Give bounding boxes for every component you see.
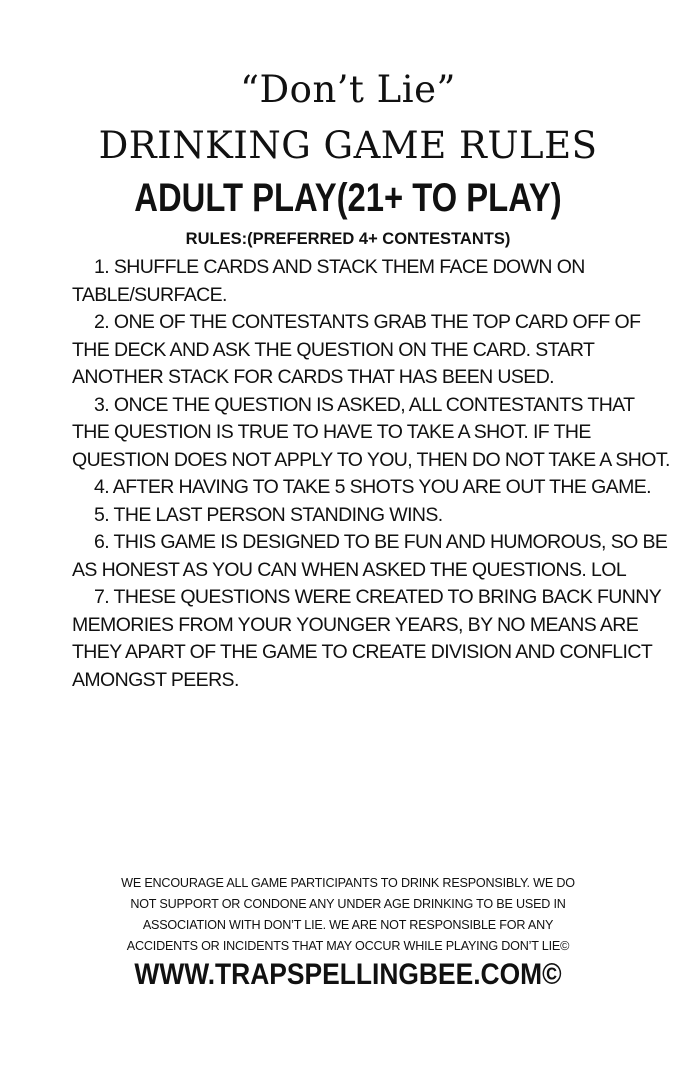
rule-item: 3. ONCE THE QUESTION IS ASKED, ALL CONTESTANTS THAT THE QUESTION IS TRUE TO HAVE TO TAKE A SHOT. IF THE QUESTION DOES NOT APPLY TO YOU, THEN DO NOT TAKE A SHOT.: [72, 393, 670, 471]
rule-item: 4. AFTER HAVING TO TAKE 5 SHOTS YOU ARE OUT THE GAME.: [94, 476, 651, 498]
rule-item: 2. ONE OF THE CONTESTANTS GRAB THE TOP CARD OFF OF THE DECK AND ASK THE QUESTION ON THE CARD. START ANOTHER STACK FOR CARDS THAT HAS BEEN USED.: [72, 311, 641, 388]
rule-item: 6. THIS GAME IS DESIGNED TO BE FUN AND HUMOROUS, SO BE AS HONEST AS YOU CAN WHEN ASKED THE QUESTIONS. LOL: [72, 531, 668, 581]
rule-item: 1. SHUFFLE CARDS AND STACK THEM FACE DOWN ON TABLE/SURFACE.: [72, 256, 585, 306]
website-link[interactable]: WWW.TRAPSPELLINGBEE.COM©: [134, 958, 562, 991]
rule-item: 7. THESE QUESTIONS WERE CREATED TO BRING BACK FUNNY MEMORIES FROM YOUR YOUNGER YEARS, BY NO MEANS ARE THEY APART OF THE GAME TO CREATE DIVISION AND CONFLICT AMONGST PEERS.: [72, 586, 661, 691]
disclaimer: WE ENCOURAGE ALL GAME PARTICIPANTS TO DRINK RESPONSIBLY. WE DO NOT SUPPORT OR CONDONE ANY UNDER AGE DRINKING TO BE USED IN ASSOCIATION WITH DON’T LIE. WE ARE NOT RESPONSIBLE FOR ANY ACCIDENTS OR INCIDENTS THAT MAY OCCUR WHILE PLAYING DON’T LIE©: [121, 876, 575, 953]
rules-heading: RULES:(PREFERRED 4+ CONTESTANTS): [185, 230, 511, 248]
rules-list: [72, 254, 672, 694]
rule-item: 5. THE LAST PERSON STANDING WINS.: [94, 503, 443, 526]
age-requirement-title: ADULT PLAY(21+ TO PLAY): [134, 176, 562, 220]
rules-title: DRINKING GAME RULES: [98, 124, 598, 167]
game-title: “Don’t Lie”: [240, 68, 456, 111]
